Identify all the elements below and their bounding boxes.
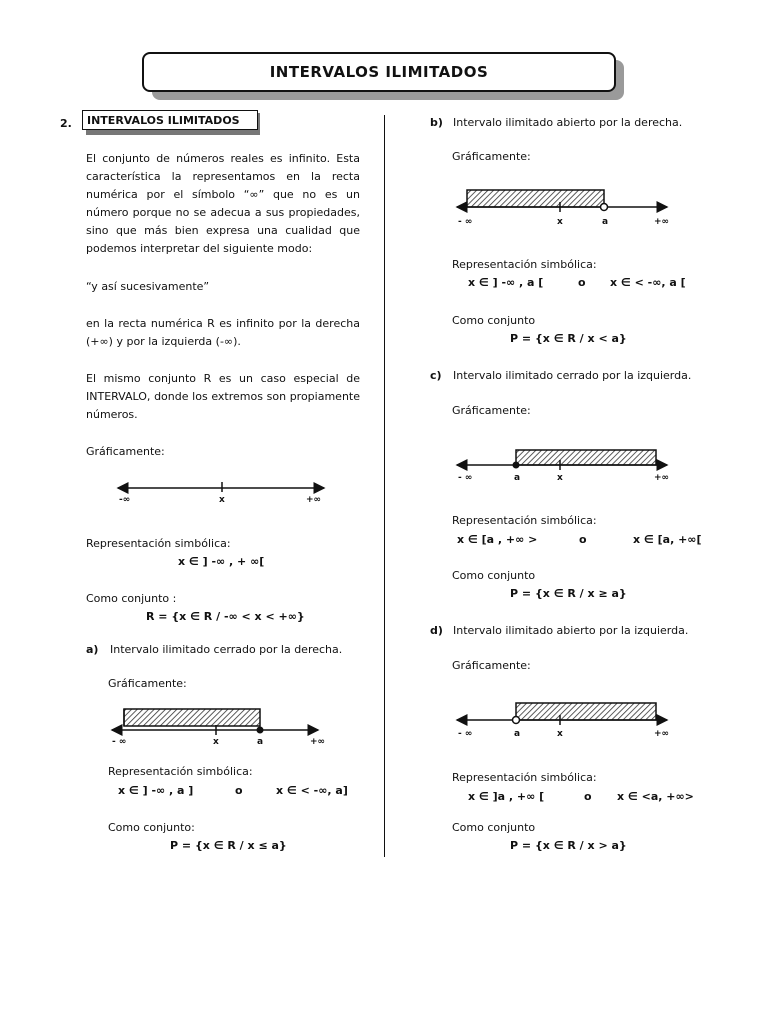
case-b-conj-value: P = {x ∈ R / x < a} (510, 332, 627, 345)
case-c-letter: c) (430, 369, 442, 382)
case-c-label-x: x (557, 473, 563, 483)
case-b-title: Intervalo ilimitado abierto por la derecha. (453, 116, 683, 129)
case-c-rep1: x ∈ [a , +∞ > (457, 533, 538, 546)
infinity-paragraph: en la recta numérica R es infinito por la derecha (+∞) y por la izquierda (-∞). (86, 317, 360, 348)
case-d-rep-label: Representación simbólica: (452, 771, 597, 784)
case-d-label-minus-inf: - ∞ (458, 729, 473, 739)
case-a-graphic-label: Gráficamente: (108, 677, 187, 690)
case-b-conj-label: Como conjunto (452, 314, 536, 327)
case-d-label-x: x (557, 729, 563, 739)
case-d-rep2: x ∈ <a, +∞> (617, 790, 694, 803)
case-b-rep-o: o (578, 276, 586, 289)
page-title: INTERVALOS ILIMITADOS (142, 52, 616, 92)
case-d-graphic-label: Gráficamente: (452, 659, 531, 672)
conj-label: Como conjunto : (86, 592, 177, 605)
case-c-label-plus-inf: +∞ (654, 473, 670, 483)
case-a-rep-o: o (235, 784, 243, 797)
case-b-label-a: a (602, 217, 609, 227)
case-d-conj-value: P = {x ∈ R / x > a} (510, 839, 627, 852)
line-label-minus-inf: -∞ (119, 495, 131, 505)
case-a-label-minus-inf: - ∞ (112, 737, 127, 747)
case-a-conj-value: P = {x ∈ R / x ≤ a} (170, 839, 287, 852)
case-b-rep-label: Representación simbólica: (452, 258, 597, 271)
section-number: 2. (60, 117, 72, 130)
case-c-conj-label: Como conjunto (452, 569, 536, 582)
rep-value: x ∈ ] -∞ , + ∞[ (178, 555, 265, 568)
case-b-label-plus-inf: +∞ (654, 217, 670, 227)
case-d-number-line (455, 695, 675, 731)
case-a-label-x: x (213, 737, 219, 747)
case-d-rep1: x ∈ ]a , +∞ [ (468, 790, 545, 803)
line-label-x: x (219, 495, 225, 505)
case-a-rep1: x ∈ ] -∞ , a ] (118, 784, 194, 797)
case-c-title: Intervalo ilimitado cerrado por la izquierda. (453, 369, 692, 382)
case-b-graphic-label: Gráficamente: (452, 150, 531, 163)
case-b-label-minus-inf: - ∞ (458, 217, 473, 227)
case-a-rep2: x ∈ < -∞, a] (276, 784, 348, 797)
case-c-conj-value: P = {x ∈ R / x ≥ a} (510, 587, 627, 600)
case-c-label-minus-inf: - ∞ (458, 473, 473, 483)
case-d-letter: d) (430, 624, 443, 637)
quote-text: “y así sucesivamente” (86, 280, 210, 293)
case-d-label-plus-inf: +∞ (654, 729, 670, 739)
case-d-rep-o: o (584, 790, 592, 803)
case-c-rep-label: Representación simbólica: (452, 514, 597, 527)
case-a-label-plus-inf: +∞ (310, 737, 326, 747)
case-a-rep-label: Representación simbólica: (108, 765, 253, 778)
case-c-label-a: a (514, 473, 521, 483)
case-b-rep2: x ∈ < -∞, a [ (610, 276, 686, 289)
interval-paragraph: El mismo conjunto R es un caso especial de INTERVALO, donde los extremos son propiamente números. (86, 372, 360, 421)
case-d-label-a: a (514, 729, 521, 739)
case-b-number-line (455, 183, 675, 219)
graphic-label: Gráficamente: (86, 445, 165, 458)
rep-label: Representación simbólica: (86, 537, 231, 550)
case-a-label-a: a (257, 737, 264, 747)
case-d-title: Intervalo ilimitado abierto por la izquierda. (453, 624, 689, 637)
case-a-number-line (110, 702, 330, 742)
case-d-conj-label: Como conjunto (452, 821, 536, 834)
column-divider (384, 115, 385, 857)
case-a-conj-label: Como conjunto: (108, 821, 195, 834)
line-label-plus-inf: +∞ (306, 495, 322, 505)
section-heading: INTERVALOS ILIMITADOS (82, 110, 258, 130)
case-a-title: Intervalo ilimitado cerrado por la derecha. (110, 643, 343, 656)
case-a-letter: a) (86, 643, 99, 656)
case-c-rep2: x ∈ [a, +∞[ (633, 533, 702, 546)
case-c-number-line (455, 440, 675, 476)
case-c-graphic-label: Gráficamente: (452, 404, 531, 417)
case-b-label-x: x (557, 217, 563, 227)
intro-paragraph: El conjunto de números reales es infinito. Esta característica la representamos en la recta numérica por el símbolo “∞” que no es un número porque no se adecua a sus propiedades, sino que más bien expresa una cualidad que podemos interpretar del siguiente modo: (86, 152, 360, 255)
case-c-rep-o: o (579, 533, 587, 546)
conj-value: R = {x ∈ R / -∞ < x < +∞} (146, 610, 305, 623)
case-b-letter: b) (430, 116, 443, 129)
case-b-rep1: x ∈ ] -∞ , a [ (468, 276, 544, 289)
